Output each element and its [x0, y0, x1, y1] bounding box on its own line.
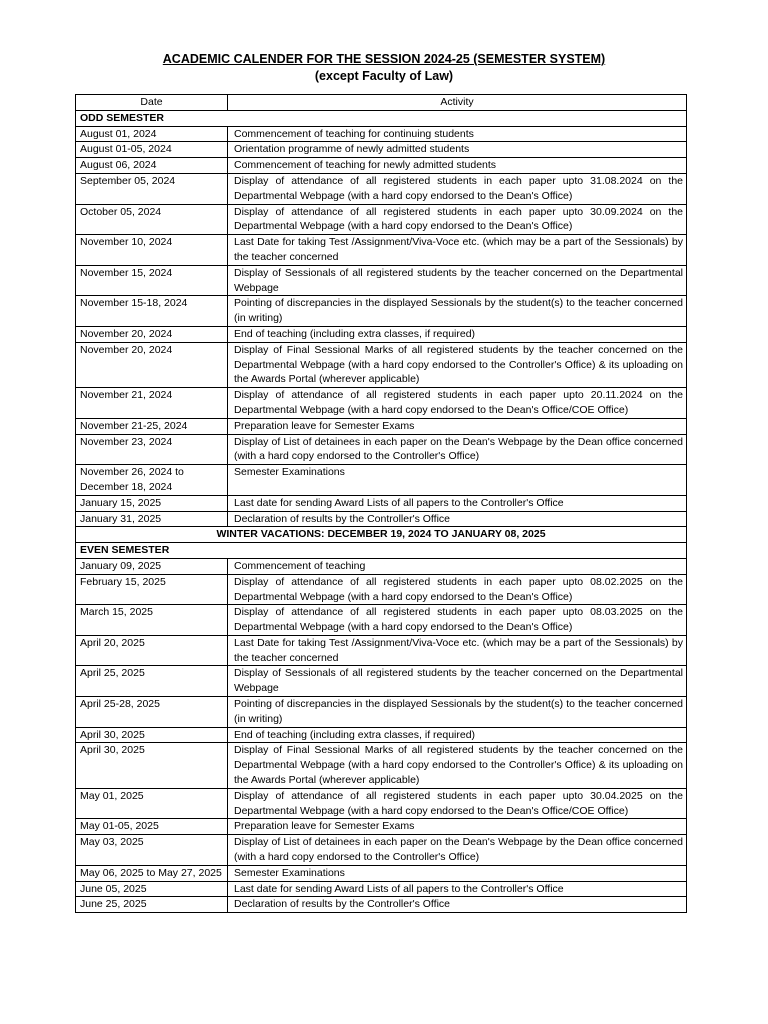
table-row — [76, 788, 687, 819]
table-row — [76, 666, 687, 697]
table-row — [76, 158, 687, 174]
date-cell: November 15-18, 2024 — [76, 296, 228, 327]
activity-cell: Display of attendance of all registered students in each paper upto 20.11.2024 on the Departmental Webpage (with a hard copy endorsed to the Dean's Office/COE Office) — [228, 388, 687, 419]
date-cell: April 25, 2025 — [76, 666, 228, 697]
date-cell: October 05, 2024 — [76, 204, 228, 235]
activity-cell: End of teaching (including extra classes, if required) — [228, 326, 687, 342]
date-cell: November 23, 2024 — [76, 434, 228, 465]
table-row — [76, 511, 687, 527]
activity-cell: Display of attendance of all registered students in each paper upto 30.04.2025 on the Departmental Webpage (with a hard copy endorsed to the Dean's Office/COE Office) — [228, 788, 687, 819]
table-row — [76, 743, 687, 788]
date-cell: May 01, 2025 — [76, 788, 228, 819]
date-cell: June 05, 2025 — [76, 881, 228, 897]
table-row — [76, 465, 687, 496]
date-cell: January 31, 2025 — [76, 511, 228, 527]
section-row — [76, 110, 687, 126]
activity-cell: Display of Final Sessional Marks of all registered students by the teacher concerned on the Departmental Webpage (with a hard copy endorsed to the Controller's Office) & its uploading on the Awards Portal (wherever applicable) — [228, 342, 687, 387]
table-row — [76, 126, 687, 142]
activity-cell: Display of List of detainees in each paper on the Dean's Webpage by the Dean office concerned (with a hard copy endorsed to the Controller's Office) — [228, 835, 687, 866]
activity-cell: Commencement of teaching — [228, 558, 687, 574]
page-title: ACADEMIC CALENDER FOR THE SESSION 2024-25 (SEMESTER SYSTEM) — [162, 52, 606, 66]
even-semester-label: EVEN SEMESTER — [76, 543, 687, 559]
activity-cell: Display of Final Sessional Marks of all registered students by the teacher concerned on the Departmental Webpage (with a hard copy endorsed to the Controller's Office) & its uploading on the Awards Portal (wherever applicable) — [228, 743, 687, 788]
date-cell: November 20, 2024 — [76, 326, 228, 342]
activity-cell: Pointing of discrepancies in the displayed Sessionals by the student(s) to the teacher concerned (in writing) — [228, 296, 687, 327]
date-cell: September 05, 2024 — [76, 173, 228, 204]
activity-cell: Last Date for taking Test /Assignment/Viva-Voce etc. (which may be a part of the Sessionals) by the teacher concerned — [228, 235, 687, 266]
table-row — [76, 265, 687, 296]
date-cell: April 25-28, 2025 — [76, 697, 228, 728]
activity-cell: Display of attendance of all registered students in each paper upto 08.02.2025 on the Departmental Webpage (with a hard copy endorsed to the Dean's Office) — [228, 574, 687, 605]
odd-semester-section — [76, 110, 687, 527]
table-row — [76, 574, 687, 605]
activity-cell: Semester Examinations — [228, 465, 687, 496]
vacation-row — [76, 527, 687, 543]
activity-cell: Display of Sessionals of all registered students by the teacher concerned on the Departmental Webpage — [228, 265, 687, 296]
date-cell: August 01, 2024 — [76, 126, 228, 142]
activity-cell: Semester Examinations — [228, 865, 687, 881]
date-cell: November 10, 2024 — [76, 235, 228, 266]
date-cell: August 01-05, 2024 — [76, 142, 228, 158]
table-row — [76, 605, 687, 636]
date-cell: November 15, 2024 — [76, 265, 228, 296]
date-cell: August 06, 2024 — [76, 158, 228, 174]
table-row — [76, 697, 687, 728]
date-cell: May 06, 2025 to May 27, 2025 — [76, 865, 228, 881]
date-cell: April 30, 2025 — [76, 727, 228, 743]
date-cell: April 30, 2025 — [76, 743, 228, 788]
table-row — [76, 235, 687, 266]
page-subtitle: (except Faculty of Law) — [314, 69, 454, 83]
table-row — [76, 326, 687, 342]
activity-cell: Display of List of detainees in each paper on the Dean's Webpage by the Dean office concerned (with a hard copy endorsed to the Controller's Office) — [228, 434, 687, 465]
activity-cell: Last date for sending Award Lists of all papers to the Controller's Office — [228, 881, 687, 897]
table-row — [76, 388, 687, 419]
winter-vacation-label: WINTER VACATIONS: DECEMBER 19, 2024 TO JANUARY 08, 2025 — [76, 527, 687, 543]
table-row — [76, 204, 687, 235]
date-cell: February 15, 2025 — [76, 574, 228, 605]
header-row — [76, 95, 687, 111]
table-row — [76, 865, 687, 881]
table-row — [76, 635, 687, 666]
date-cell: November 20, 2024 — [76, 342, 228, 387]
calendar-table — [75, 94, 687, 913]
date-column-header: Date — [76, 95, 228, 111]
table-row — [76, 142, 687, 158]
date-cell: November 21-25, 2024 — [76, 418, 228, 434]
even-semester-section — [76, 543, 687, 913]
date-cell: January 15, 2025 — [76, 495, 228, 511]
date-cell: January 09, 2025 — [76, 558, 228, 574]
vacation-section — [76, 527, 687, 543]
activity-cell: Display of attendance of all registered students in each paper upto 08.03.2025 on the Departmental Webpage (with a hard copy endorsed to the Dean's Office) — [228, 605, 687, 636]
table-row — [76, 819, 687, 835]
activity-cell: Preparation leave for Semester Exams — [228, 819, 687, 835]
table-row — [76, 881, 687, 897]
activity-cell: End of teaching (including extra classes, if required) — [228, 727, 687, 743]
activity-cell: Pointing of discrepancies in the displayed Sessionals by the student(s) to the teacher concerned (in writing) — [228, 697, 687, 728]
activity-cell: Declaration of results by the Controller's Office — [228, 897, 687, 913]
activity-cell: Commencement of teaching for continuing students — [228, 126, 687, 142]
date-cell: May 03, 2025 — [76, 835, 228, 866]
activity-cell: Preparation leave for Semester Exams — [228, 418, 687, 434]
table-row — [76, 835, 687, 866]
odd-semester-label: ODD SEMESTER — [76, 110, 687, 126]
activity-cell: Last Date for taking Test /Assignment/Viva-Voce etc. (which may be a part of the Sessionals) by the teacher concerned — [228, 635, 687, 666]
table-row — [76, 495, 687, 511]
activity-cell: Display of attendance of all registered students in each paper upto 31.08.2024 on the Departmental Webpage (with a hard copy endorsed to the Dean's Office) — [228, 173, 687, 204]
table-row — [76, 434, 687, 465]
date-cell: May 01-05, 2025 — [76, 819, 228, 835]
table-row — [76, 173, 687, 204]
activity-cell: Display of attendance of all registered students in each paper upto 30.09.2024 on the Departmental Webpage (with a hard copy endorsed to the Dean's Office) — [228, 204, 687, 235]
table-row — [76, 727, 687, 743]
date-cell: April 20, 2025 — [76, 635, 228, 666]
date-cell: March 15, 2025 — [76, 605, 228, 636]
activity-cell: Orientation programme of newly admitted students — [228, 142, 687, 158]
table-row — [76, 418, 687, 434]
table-row — [76, 897, 687, 913]
activity-cell: Declaration of results by the Controller's Office — [228, 511, 687, 527]
activity-column-header: Activity — [228, 95, 687, 111]
activity-cell: Display of Sessionals of all registered students by the teacher concerned on the Departmental Webpage — [228, 666, 687, 697]
date-cell: November 21, 2024 — [76, 388, 228, 419]
activity-cell: Commencement of teaching for newly admitted students — [228, 158, 687, 174]
date-cell: November 26, 2024 to December 18, 2024 — [76, 465, 228, 496]
section-row — [76, 543, 687, 559]
date-cell: June 25, 2025 — [76, 897, 228, 913]
table-row — [76, 558, 687, 574]
activity-cell: Last date for sending Award Lists of all papers to the Controller's Office — [228, 495, 687, 511]
table-row — [76, 342, 687, 387]
table-row — [76, 296, 687, 327]
